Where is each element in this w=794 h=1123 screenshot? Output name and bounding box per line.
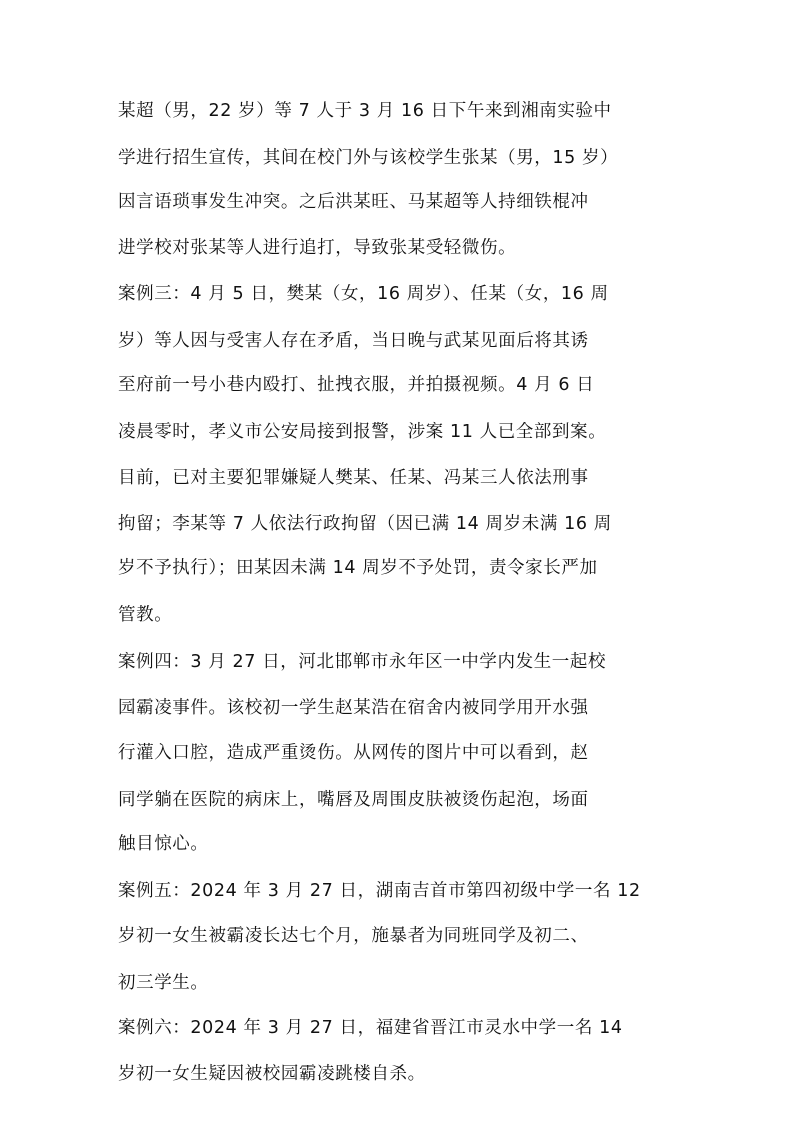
text-line: 拘留；李某等 7 人依法行政拘留（因已满 14 周岁未满 16 周 bbox=[118, 514, 612, 534]
text-line: 目前，已对主要犯罪嫌疑人樊某、任某、冯某三人依法刑事 bbox=[118, 468, 589, 488]
text-line: 岁不予执行）；田某因未满 14 周岁不予处罚，责令家长严加 bbox=[118, 558, 598, 578]
text-line: 案例五：2024 年 3 月 27 日，湖南吉首市第四初级中学一名 12 bbox=[118, 881, 641, 901]
text-line: 岁）等人因与受害人存在矛盾，当日晚与武某见面后将其诱 bbox=[118, 331, 589, 351]
text-line: 初三学生。 bbox=[118, 973, 209, 993]
text-line: 学进行招生宣传，其间在校门外与该校学生张某（男，15 岁） bbox=[118, 148, 619, 168]
text-line: 行灌入口腔，造成严重烫伤。从网传的图片中可以看到，赵 bbox=[118, 743, 589, 763]
document-body bbox=[118, 100, 698, 1085]
text-line: 同学躺在医院的病床上，嘴唇及周围皮肤被烫伤起泡，场面 bbox=[118, 790, 589, 810]
text-line: 岁初一女生疑因被校园霸凌跳楼自杀。 bbox=[118, 1064, 426, 1084]
text-line: 岁初一女生被霸凌长达七个月，施暴者为同班同学及初二、 bbox=[118, 926, 589, 946]
text-line: 园霸凌事件。该校初一学生赵某浩在宿舍内被同学用开水强 bbox=[118, 698, 589, 718]
text-line: 案例三：4 月 5 日，樊某（女，16 周岁）、任某（女，16 周 bbox=[118, 284, 609, 304]
text-line: 因言语琐事发生冲突。之后洪某旺、马某超等人持细铁棍冲 bbox=[118, 192, 589, 212]
text-line: 凌晨零时，孝义市公安局接到报警，涉案 11 人已全部到案。 bbox=[118, 422, 607, 442]
text-line: 至府前一号小巷内殴打、扯拽衣服，并拍摄视频。4 月 6 日 bbox=[118, 375, 595, 395]
text-line: 案例四：3 月 27 日，河北邯郸市永年区一中学内发生一起校 bbox=[118, 652, 607, 672]
text-line: 触目惊心。 bbox=[118, 834, 209, 854]
text-line: 进学校对张某等人进行追打，导致张某受轻微伤。 bbox=[118, 238, 517, 258]
text-line: 案例六：2024 年 3 月 27 日，福建省晋江市灵水中学一名 14 bbox=[118, 1018, 623, 1038]
text-line: 某超（男，22 岁）等 7 人于 3 月 16 日下午来到湘南实验中 bbox=[118, 101, 612, 121]
text-line: 管教。 bbox=[118, 605, 173, 625]
